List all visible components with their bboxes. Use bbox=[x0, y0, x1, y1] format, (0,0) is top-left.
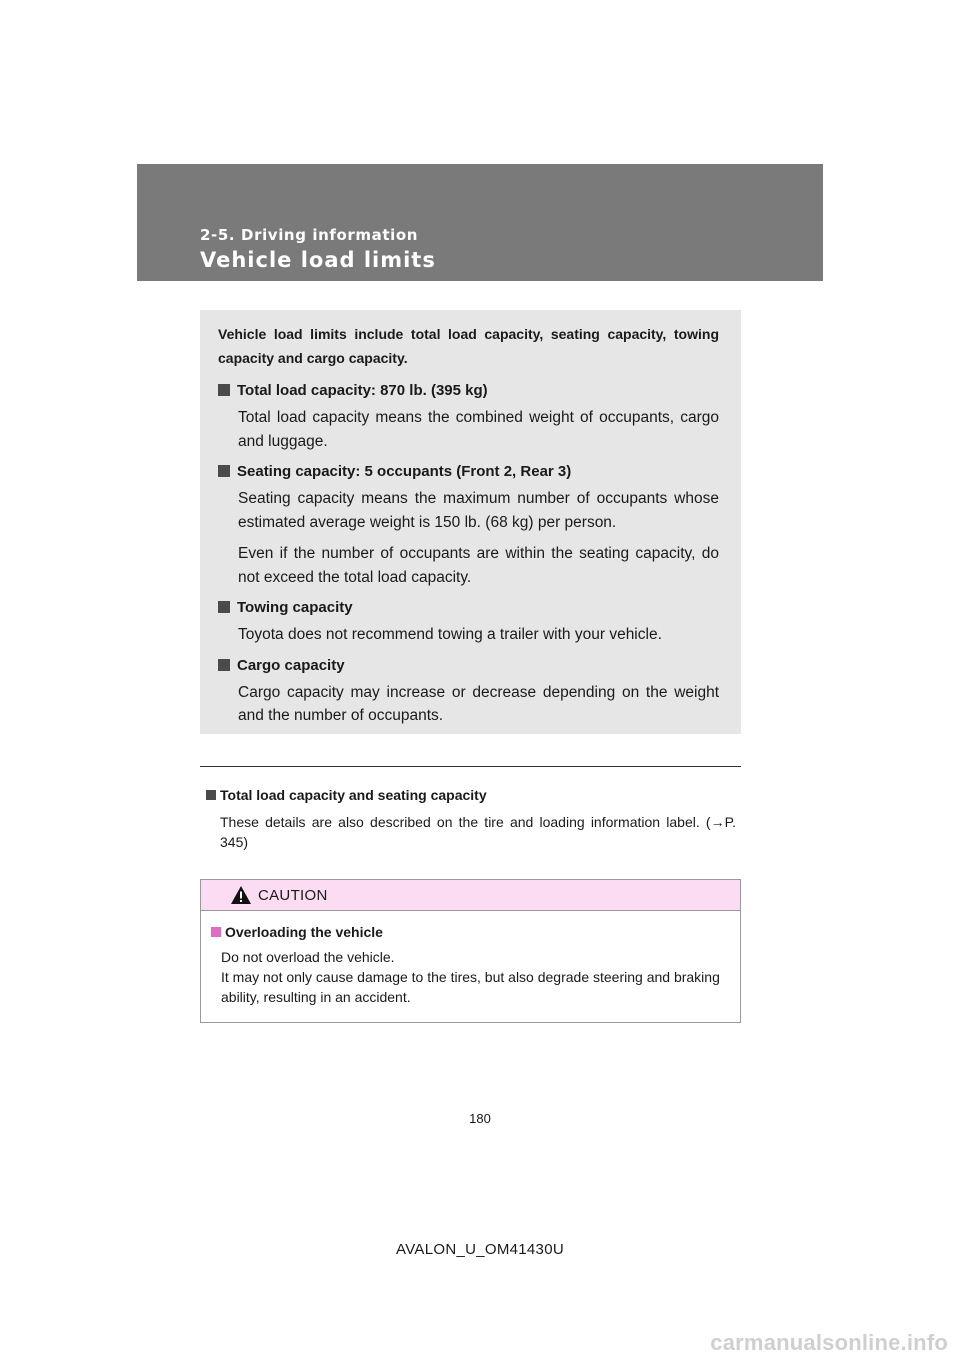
item-heading-text: Total load capacity: 870 lb. (395 kg) bbox=[237, 382, 488, 399]
square-bullet-icon bbox=[218, 465, 230, 477]
summary-box bbox=[200, 310, 741, 734]
caution-box bbox=[200, 879, 741, 1023]
square-bullet-icon bbox=[218, 601, 230, 613]
item-body: Seating capacity means the maximum number of occupants whose estimated average weight is 150 lb. (68 kg) per person. bbox=[238, 490, 719, 531]
item-heading-text: Towing capacity bbox=[237, 599, 353, 616]
list-item bbox=[218, 655, 719, 728]
item-heading bbox=[218, 461, 719, 483]
item-heading bbox=[218, 380, 719, 402]
square-bullet-icon bbox=[218, 659, 230, 671]
square-bullet-icon bbox=[206, 790, 216, 800]
document-code: AVALON_U_OM41430U bbox=[396, 1241, 564, 1258]
caution-label: CAUTION bbox=[258, 887, 328, 904]
note-heading bbox=[206, 786, 736, 804]
list-item bbox=[218, 597, 719, 647]
item-body: Toyota does not recommend towing a trailer with your vehicle. bbox=[238, 626, 662, 643]
caution-content bbox=[201, 911, 740, 1007]
caution-line: Do not overload the vehicle. bbox=[221, 949, 395, 965]
list-item bbox=[218, 380, 719, 453]
square-bullet-icon bbox=[218, 384, 230, 396]
item-heading-text: Cargo capacity bbox=[237, 656, 345, 674]
item-body: Cargo capacity may increase or decrease depending on the weight and the number of occupants. bbox=[238, 683, 719, 724]
caution-subheading bbox=[211, 923, 732, 941]
caution-line: It may not only cause damage to the tires, but also degrade steering and braking ability, resulting in an accident. bbox=[221, 969, 720, 1005]
note-section bbox=[206, 786, 736, 852]
item-heading bbox=[218, 655, 719, 677]
page-title: Vehicle load limits bbox=[200, 248, 436, 272]
warning-icon bbox=[230, 885, 252, 905]
intro-text: Vehicle load limits include total load capacity, seating capacity, towing capacity and cargo capacity. bbox=[218, 326, 719, 366]
note-body: These details are also described on the tire and loading information label. (→P. 345) bbox=[220, 814, 736, 850]
section-label: 2-5. Driving information bbox=[200, 226, 419, 244]
watermark: carmanualsonline.info bbox=[710, 1330, 948, 1355]
caution-subheading-text: Overloading the vehicle bbox=[225, 924, 383, 940]
item-body: Total load capacity means the combined weight of occupants, cargo and luggage. bbox=[238, 409, 719, 450]
section-divider bbox=[200, 766, 741, 767]
item-heading-text: Seating capacity: 5 occupants (Front 2, Rear 3) bbox=[237, 463, 572, 480]
page-number: 180 bbox=[469, 1111, 491, 1126]
item-body: Even if the number of occupants are within the seating capacity, do not exceed the total load capacity. bbox=[238, 545, 719, 586]
list-item bbox=[218, 461, 719, 589]
note-heading-text: Total load capacity and seating capacity bbox=[220, 787, 487, 803]
caution-header bbox=[201, 880, 740, 911]
item-heading bbox=[218, 597, 719, 619]
square-bullet-icon bbox=[211, 927, 221, 937]
